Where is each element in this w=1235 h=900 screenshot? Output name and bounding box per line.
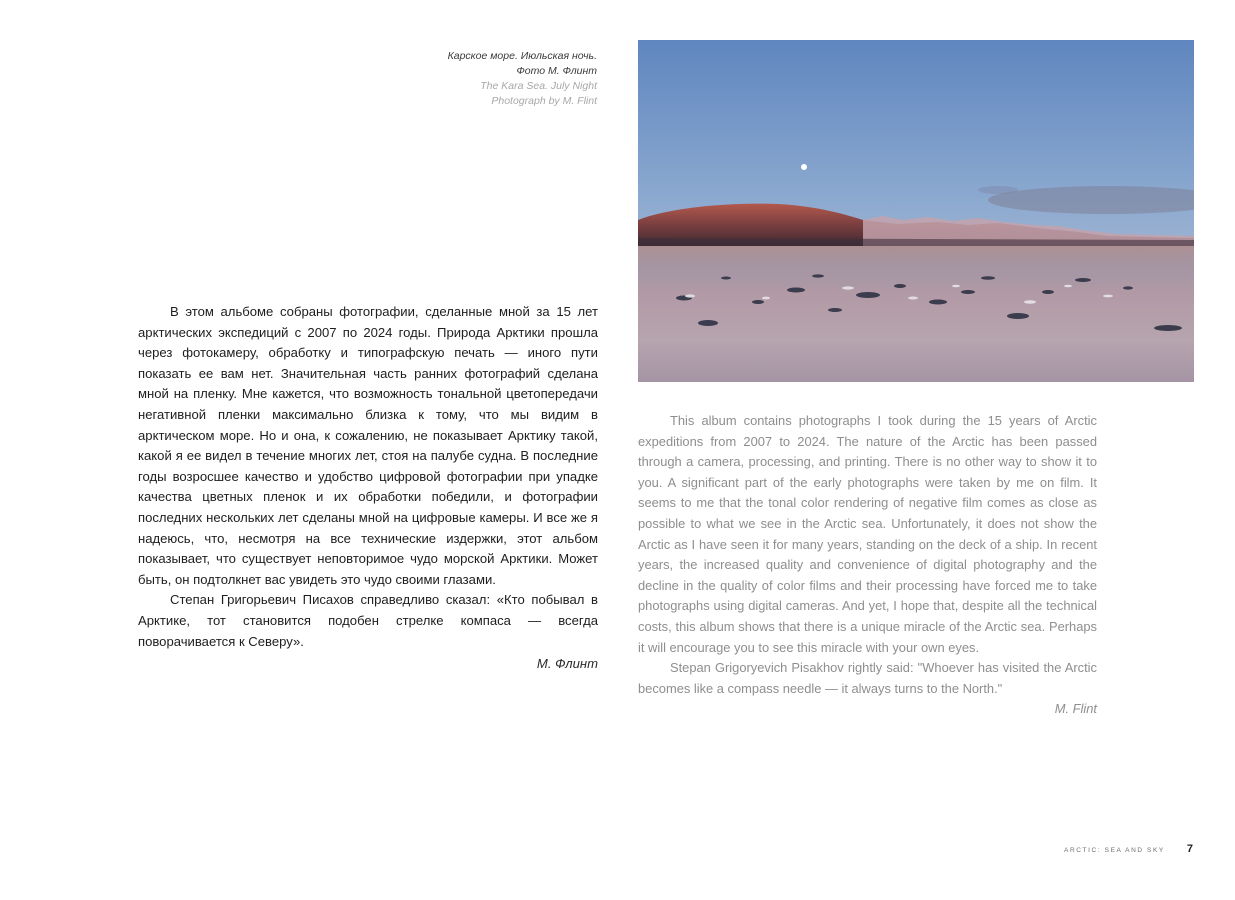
caption-ru-title: Карское море. Июльская ночь. <box>447 50 597 62</box>
english-signature: M. Flint <box>1054 701 1097 717</box>
russian-text-block <box>138 302 598 675</box>
english-paragraph-2: Stepan Grigoryevich Pisakhov rightly said: "Whoever has visited the Arctic becomes like a compass needle — it always turns to the North." <box>638 660 1097 696</box>
caption-en-credit: Photograph by M. Flint <box>491 95 597 107</box>
page-number: 7 <box>1186 843 1193 855</box>
russian-signature: М. Флинт <box>536 656 598 672</box>
caption-en-title: The Kara Sea. July Night <box>480 80 597 92</box>
english-paragraph-1: This album contains photographs I took during the 15 years of Arctic expeditions from 2007 to 2024. The nature of the Arctic has been passed through a camera, processing, and printing. There is no other way to show it to you. A significant part of the early photographs were taken by me on film. It seems to me that the tonal color rendering of negative film comes as close as possible to what we see in the Arctic sea. Unfortunately, it does not show the Arctic as I have seen it for many years, standing on the deck of a ship. In recent years, the increased quality and convenience of digital photography and the decline in the quality of color films and their processing have forced me to take photographs using digital cameras. And yet, I hope that, despite all the technical costs, this album shows that there is a unique miracle of the Arctic sea. Perhaps it will encourage you to see this miracle with your own eyes. <box>638 413 1097 655</box>
russian-paragraph-1: В этом альбоме собраны фотографии, сделанные мной за 15 лет арктических экспедиций с 2007 по 2024 годы. Природа Арктики прошла через фотокамеру, обработку и типографскую печать — иного пути показать ее вам нет. Значительная часть ранних фотографий сделана мной на пленку. Мне кажется, что возможность тональной цветопередачи негативной пленки максимально близка к тому, что мы видим в арктическом море. Но и она, к сожалению, не показывает Арктику такой, какой я ее видел в течение многих лет, стоя на палубе судна. В последние годы возросшее качество и удобство цифровой фотографии при упадке качества цветных пленок и их обработки победили, и фотографии последних нескольких лет сделаны мной на цифровые камеры. И все же я надеюсь, что, несмотря на все технические издержки, этот альбом показывает, что существует неповторимое чудо морской Арктики. Может быть, он подтолкнет вас увидеть это чудо своими глазами. <box>138 304 598 587</box>
caption-ru-credit: Фото М. Флинт <box>516 65 597 77</box>
photo-caption <box>300 49 597 109</box>
running-head: ARCTIC: SEA AND SKY <box>1064 847 1165 854</box>
english-text-block <box>638 411 1097 720</box>
arctic-photo <box>638 40 1194 382</box>
russian-paragraph-2: Степан Григорьевич Писахов справедливо сказал: «Кто побывал в Арктике, тот становится подобен стрелке компаса — всегда поворачивается к Северу». <box>138 592 598 649</box>
page-footer <box>1064 843 1193 855</box>
